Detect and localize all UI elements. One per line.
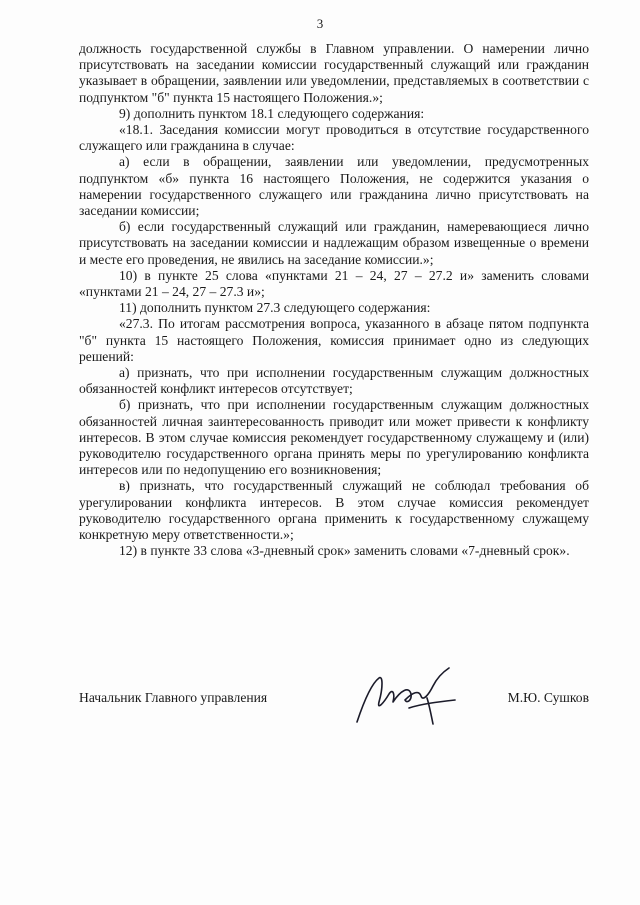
paragraph: 9) дополнить пунктом 18.1 следующего содержания: — [119, 105, 425, 121]
paragraph: а) если в обращении, заявлении или уведомлении, предусмотренных подпунктом «б» пункта 16 настоящего Положения, не содержится указания о намерении государственного служащего или гражданина лично присутствовать на заседании комиссии; — [79, 154, 589, 219]
paragraph: в) признать, что государственный служащий не соблюдал требования об урегулировании конфликта интересов. В этом случае комиссия рекомендует руководителю государственного органа применить к государственному служащему конкретную меру ответственности.»; — [79, 478, 589, 543]
paragraph: «27.3. По итогам рассмотрения вопроса, указанного в абзаце пятом подпункта "б" пункта 15 настоящего Положения, комиссия принимает одно из следующих решений: — [79, 316, 589, 364]
paragraph: а) признать, что при исполнении государственным служащим должностных обязанностей конфликт интересов отсутствует; — [79, 365, 589, 397]
handwritten-signature — [349, 664, 469, 730]
paragraph: 12) в пункте 33 слова «3-дневный срок» заменить словами «7-дневный срок». — [119, 543, 570, 559]
page-number: 3 — [316, 16, 324, 31]
paragraph: «18.1. Заседания комиссии могут проводиться в отсутствие государственного служащего или гражданина в случае: — [79, 122, 589, 154]
paragraph: должность государственной службы в Главном управлении. О намерении лично присутствовать на заседании комиссии государственный служащий или гражданин указывает в обращении, заявлении или уведомлении, представляемых в соответствии с подпунктом "б" пункта 15 настоящего Положения.»; — [79, 41, 589, 105]
signatory-title: Начальник Главного управления — [79, 690, 268, 705]
document-body — [79, 41, 589, 560]
paragraph: б) признать, что при исполнении государственным служащим должностных обязанностей личная заинтересованность приводит или может привести к конфликту интересов. В этом случае комиссия рекомендует государственному служащему и (или) руководителю государственного органа принять меры по урегулированию конфликта интересов или по недопущению его возникновения; — [79, 397, 589, 478]
paragraph: б) если государственный служащий или гражданин, намеревающиеся лично присутствовать на заседании комиссии и надлежащим образом извещенные о времени и месте его проведения, не явились на заседание комиссии.»; — [79, 219, 589, 267]
signature-block — [79, 678, 589, 738]
paragraph: 10) в пункте 25 слова «пунктами 21 – 24, 27 – 27.2 и» заменить словами «пунктами 21 – 24, 27 – 27.3 и»; — [79, 267, 589, 300]
signatory-name: М.Ю. Сушков — [507, 690, 589, 705]
paragraph: 11) дополнить пунктом 27.3 следующего содержания: — [119, 300, 431, 316]
